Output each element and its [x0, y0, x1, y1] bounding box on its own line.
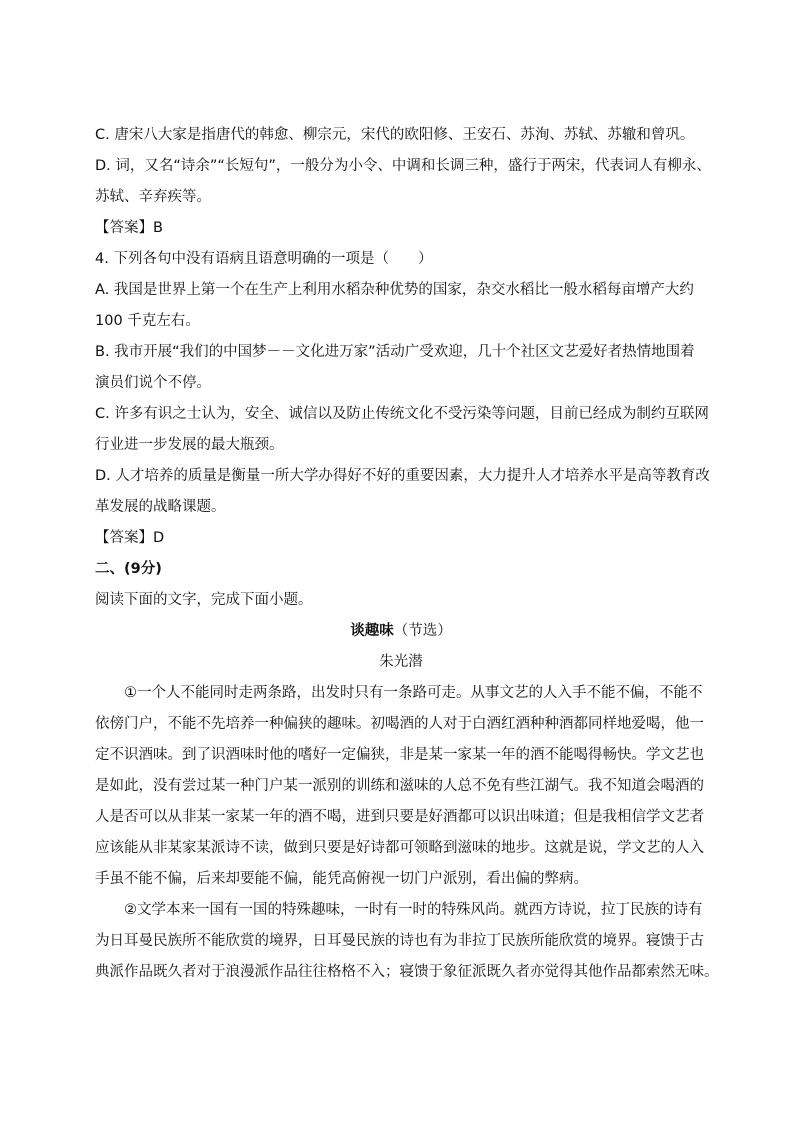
answer-3: 【答案】B [95, 220, 163, 236]
paragraph-1-line: 定不识酒味。到了识酒味时他的嗜好一定偏狭，非是某一家某一年的酒不能喝得畅快。学文艺也 [95, 747, 704, 763]
q4-option-b-continuation: 演员们说个不停。 [95, 375, 211, 391]
question-4: 4. 下列各句中没有语病且语意明确的一项是（ ） [95, 251, 433, 267]
section-heading: 二、(9分) [95, 561, 162, 577]
paragraph-1-line: 人是否可以从非某一家某一年的酒不喝，进到只要是好酒都可以识出味道；但是我相信学文艺者 [95, 809, 704, 825]
q4-option-b: B. 我市开展“我们的中国梦－－文化进万家”活动广受欢迎，几十个社区文艺爱好者热情地围着 [95, 344, 695, 360]
option-d-line: D. 词，又名“诗余”“长短句”，一般分为小令、中调和长调三种，盛行于两宋，代表词人有柳永、 [95, 158, 711, 174]
q4-option-a-continuation: 100 千克左右。 [95, 313, 200, 329]
paragraph-1-line: 手虽不能不偏，后来却要能不偏，能凭高俯视一切门户派别，看出偏的弊病。 [95, 871, 588, 887]
answer-4: 【答案】D [95, 530, 165, 546]
option-d-continuation: 苏轼、辛弃疾等。 [95, 189, 211, 205]
option-c-line: C. 唐宋八大家是指唐代的韩愈、柳宗元，宋代的欧阳修、王安石、苏洵、苏轼、苏辙和曾巩。 [95, 127, 695, 143]
q4-option-c: C. 许多有识之士认为，安全、诚信以及防止传统文化不受污染等问题，目前已经成为制约互联网 [95, 406, 709, 422]
q4-option-d-continuation: 革发展的战略课题。 [95, 499, 226, 515]
reading-instruction: 阅读下面的文字，完成下面小题。 [95, 592, 313, 608]
article-title-text: 谈趣味 [350, 623, 394, 639]
q4-option-d: D. 人才培养的质量是衡量一所大学办得好不好的重要因素，大力提升人才培养水平是高等教育改 [95, 468, 710, 484]
q4-option-c-continuation: 行业进一步发展的最大瓶颈。 [95, 437, 284, 453]
article-title-note: （节选） [393, 623, 452, 639]
paragraph-1-line: 应该能从非某家某派诗不读，做到只要是好诗都可领略到滋味的地步。这就是说，学文艺的人入 [95, 840, 704, 856]
q4-option-a: A. 我国是世界上第一个在生产上利用水稻杂种优势的国家，杂交水稻比一般水稻每亩增产大约 [95, 282, 694, 298]
paragraph-2-line: ②文学本来一国有一国的特殊趣味，一时有一时的特殊风尚。就西方诗说，拉丁民族的诗有 [124, 902, 703, 918]
article-title [95, 616, 707, 647]
article-author: 朱光潜 [379, 654, 423, 670]
paragraph-2-line: 为日耳曼民族所不能欣赏的境界，日耳曼民族的诗也有为非拉丁民族所能欣赏的境界。寝馈于古 [95, 933, 704, 949]
paragraph-1-line: 是如此，没有尝过某一种门户某一派别的训练和滋味的人总不免有些江湖气。我不知道会喝酒的 [95, 778, 704, 794]
document-content [95, 120, 719, 988]
paragraph-2-line: 典派作品既久者对于浪漫派作品往往格格不入；寝馈于象征派既久者亦觉得其他作品都索然无味。 [95, 964, 719, 980]
paragraph-1-line: ①一个人不能同时走两条路，出发时只有一条路可走。从事文艺的人入手不能不偏，不能不 [124, 685, 703, 701]
paragraph-1-line: 依傍门户，不能不先培养一种偏狭的趣味。初喝酒的人对于白酒红酒种种酒都同样地爱喝，他一 [95, 716, 704, 732]
